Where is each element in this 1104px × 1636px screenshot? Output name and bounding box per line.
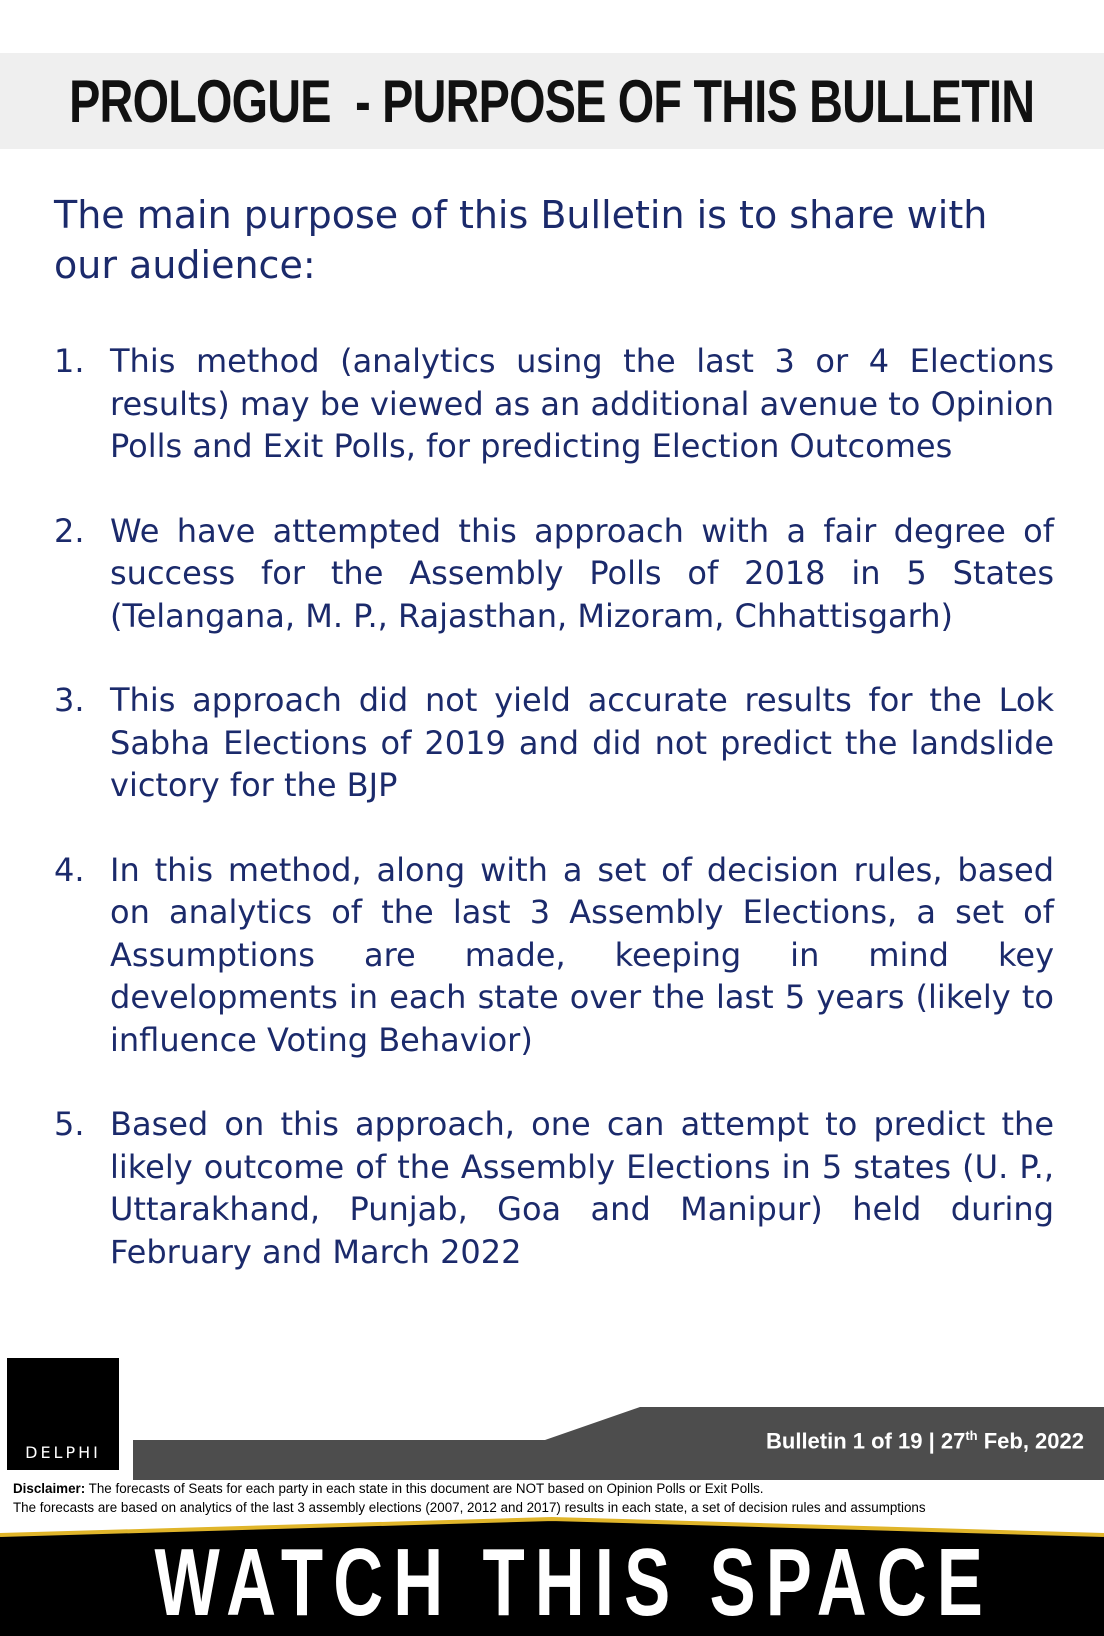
list-item-number: 2.	[54, 511, 85, 550]
list-item	[54, 849, 1054, 1062]
list-item-number: 4.	[54, 850, 85, 889]
logo-text: DELPHI	[25, 1443, 101, 1462]
disclaimer-line-1	[13, 1479, 1098, 1498]
list-item	[54, 510, 1054, 638]
disclaimer-text-1: The forecasts of Seats for each party in each state in this document are NOT based on Opinion Polls or Exit Polls.	[85, 1481, 764, 1496]
list-item-text: Based on this approach, one can attempt to predict the likely outcome of the Assembly Elections in 5 states (U. P., Uttarakhand, Punjab, Goa and Manipur) held during February and March 2022	[110, 1105, 1054, 1271]
page-title: PROLOGUE - PURPOSE OF THIS BULLETIN	[69, 67, 1035, 135]
list-item-text: We have attempted this approach with a fair degree of success for the Assembly Polls of 2018 in 5 States (Telangana, M. P., Rajasthan, Mizoram, Chhattisgarh)	[110, 511, 1054, 635]
watch-this-space-banner: WATCH THIS SPACE	[154, 1529, 993, 1636]
title-band	[0, 53, 1104, 149]
list-item	[54, 679, 1054, 807]
list-item-number: 5.	[54, 1105, 85, 1143]
list-item	[54, 340, 1054, 468]
list-item-text: This method (analytics using the last 3 or 4 Elections results) may be viewed as an additional avenue to Opinion Polls and Exit Polls, for predicting Election Outcomes	[110, 342, 1054, 465]
bulletin-date: Feb, 2022	[977, 1428, 1084, 1454]
bulletin-number	[766, 1428, 1084, 1454]
purpose-list	[54, 340, 1054, 1315]
list-item-number: 3.	[54, 681, 85, 719]
list-item-text: This approach did not yield accurate results for the Lok Sabha Elections of 2019 and did not predict the landslide victory for the BJP	[110, 681, 1054, 804]
disclaimer-label: Disclaimer:	[13, 1481, 86, 1496]
intro-text: The main purpose of this Bulletin is to share with our audience:	[54, 193, 988, 287]
list-item	[54, 1103, 1054, 1273]
bulletin-prefix: Bulletin 1 of 19 | 27	[766, 1428, 966, 1454]
disclaimer-text-2: The forecasts are based on analytics of the last 3 assembly elections (2007, 2012 and 2017) results in each state, a set of decision rules and assumptions	[13, 1500, 926, 1515]
list-item-number: 1.	[54, 342, 85, 380]
disclaimer	[13, 1479, 1098, 1517]
list-item-text: In this method, along with a set of decision rules, based on analytics of the last 3 Assembly Elections, a set of Assumptions are made, keeping in mind key developments in each state over the last 5 years (likely to influence Voting Behavior)	[110, 850, 1054, 1059]
delphi-logo	[7, 1358, 119, 1470]
bulletin-date-suffix: th	[965, 1428, 978, 1443]
